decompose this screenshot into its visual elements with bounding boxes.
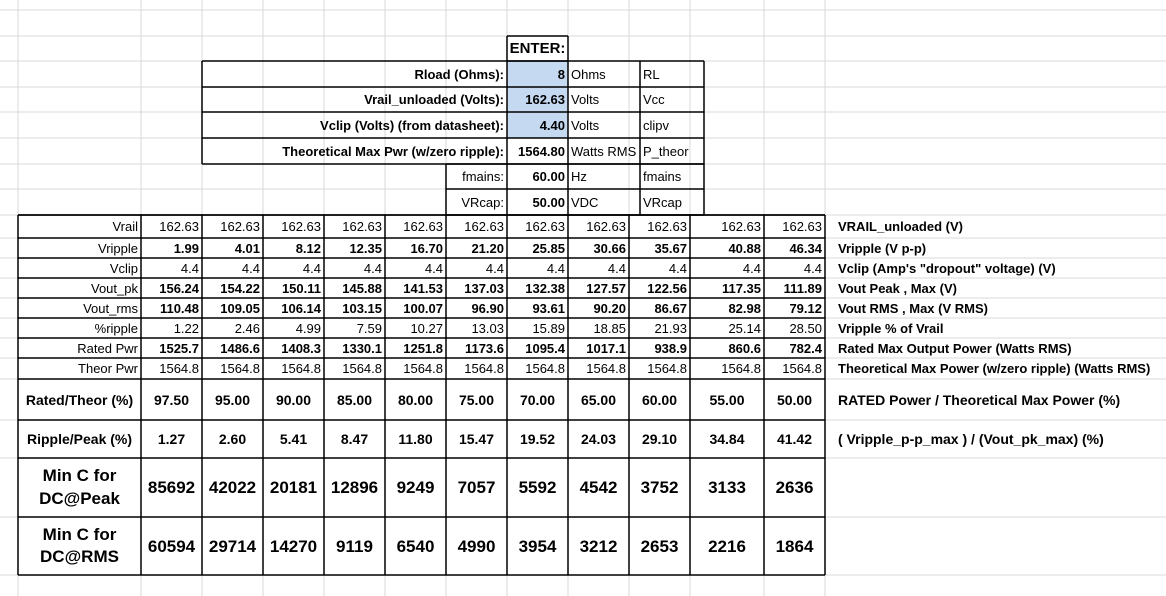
big-row-label[interactable]: Rated/Theor (%) bbox=[25, 391, 134, 408]
data-cell[interactable]: 162.63 bbox=[525, 219, 565, 234]
big-data-cell[interactable]: 11.80 bbox=[398, 431, 433, 447]
data-cell[interactable]: 2.46 bbox=[234, 320, 260, 336]
data-cell[interactable]: 122.56 bbox=[647, 280, 687, 296]
big-data-cell[interactable]: 5.41 bbox=[279, 431, 308, 447]
big-data-cell[interactable]: 97.50 bbox=[153, 391, 190, 408]
data-cell[interactable]: 162.63 bbox=[721, 219, 761, 234]
cap-data-cell[interactable]: 6540 bbox=[396, 536, 435, 556]
data-cell[interactable]: 132.38 bbox=[525, 280, 565, 296]
cap-row-label[interactable]: Min C for DC@Peak bbox=[39, 466, 120, 508]
cap-data-cell[interactable]: 2216 bbox=[708, 536, 746, 556]
data-cell[interactable]: 111.89 bbox=[783, 280, 822, 296]
data-cell[interactable]: 1564.8 bbox=[281, 361, 321, 376]
data-cell[interactable]: 16.70 bbox=[410, 240, 443, 256]
param-unit[interactable]: VDC bbox=[571, 194, 599, 210]
data-cell[interactable]: 46.34 bbox=[789, 240, 822, 256]
data-cell[interactable]: 4.4 bbox=[607, 260, 626, 276]
data-cell[interactable]: 25.14 bbox=[728, 320, 761, 336]
cap-data-cell[interactable]: 2636 bbox=[775, 478, 814, 497]
row-label[interactable]: Rated Pwr bbox=[77, 340, 138, 356]
row-label[interactable]: Vripple bbox=[98, 240, 138, 256]
data-cell[interactable]: 110.48 bbox=[159, 300, 199, 316]
big-data-cell[interactable]: 85.00 bbox=[336, 391, 373, 408]
data-cell[interactable]: 117.35 bbox=[721, 280, 761, 296]
data-cell[interactable]: 4.4 bbox=[424, 260, 443, 276]
input-label[interactable]: Vrail_unloaded (Volts): bbox=[364, 92, 504, 107]
data-cell[interactable]: 4.4 bbox=[302, 260, 321, 276]
big-data-cell[interactable]: 95.00 bbox=[214, 391, 251, 408]
data-cell[interactable]: 162.63 bbox=[464, 219, 504, 234]
cap-data-cell[interactable]: 12896 bbox=[330, 478, 379, 497]
data-cell[interactable]: 1251.8 bbox=[403, 340, 443, 356]
big-data-cell[interactable]: 1.27 bbox=[157, 431, 186, 447]
data-cell[interactable]: 127.57 bbox=[586, 280, 626, 296]
data-cell[interactable]: 35.67 bbox=[654, 240, 687, 256]
data-cell[interactable]: 30.66 bbox=[593, 240, 626, 256]
data-cell[interactable]: 10.27 bbox=[410, 320, 443, 336]
big-data-cell[interactable]: 50.00 bbox=[776, 391, 813, 408]
data-cell[interactable]: 4.4 bbox=[485, 260, 504, 276]
cap-data-cell[interactable]: 4990 bbox=[457, 536, 496, 556]
data-cell[interactable]: 137.03 bbox=[464, 280, 504, 296]
data-cell[interactable]: 4.4 bbox=[546, 260, 565, 276]
input-value[interactable]: 4.40 bbox=[539, 117, 565, 133]
data-cell[interactable]: 1564.8 bbox=[782, 361, 822, 376]
data-cell[interactable]: 90.20 bbox=[593, 300, 626, 316]
data-cell[interactable]: 96.90 bbox=[471, 300, 504, 316]
data-cell[interactable]: 1408.3 bbox=[281, 340, 321, 356]
data-cell[interactable]: 1564.8 bbox=[464, 361, 504, 376]
big-data-cell[interactable]: 80.00 bbox=[397, 391, 434, 408]
data-cell[interactable]: 860.6 bbox=[728, 340, 761, 356]
cap-data-cell[interactable]: 2653 bbox=[640, 536, 679, 556]
data-cell[interactable]: 1.99 bbox=[173, 240, 199, 256]
input-label[interactable]: Rload (Ohms): bbox=[414, 66, 504, 82]
data-cell[interactable]: 156.24 bbox=[159, 280, 199, 296]
data-cell[interactable]: 1525.7 bbox=[159, 340, 199, 356]
param-value[interactable]: 50.00 bbox=[532, 194, 565, 210]
cap-data-cell[interactable]: 3752 bbox=[640, 478, 679, 497]
input-label[interactable]: Theoretical Max Pwr (w/zero ripple): bbox=[282, 143, 504, 159]
data-cell[interactable]: 4.4 bbox=[803, 260, 822, 276]
data-cell[interactable]: 4.4 bbox=[180, 260, 199, 276]
big-row-label[interactable]: Ripple/Peak (%) bbox=[26, 431, 133, 447]
data-cell[interactable]: 1564.8 bbox=[159, 361, 199, 376]
big-data-cell[interactable]: 15.47 bbox=[458, 431, 495, 447]
cap-data-cell[interactable]: 60594 bbox=[147, 536, 196, 556]
data-cell[interactable]: 40.88 bbox=[728, 240, 761, 256]
data-cell[interactable]: 1486.6 bbox=[220, 340, 260, 356]
row-label[interactable]: Vout_rms bbox=[83, 300, 138, 316]
data-cell[interactable]: 1.22 bbox=[173, 320, 199, 336]
data-cell[interactable]: 1330.1 bbox=[342, 340, 382, 356]
data-cell[interactable]: 7.59 bbox=[356, 320, 382, 336]
big-data-cell[interactable]: 29.10 bbox=[641, 431, 678, 447]
data-cell[interactable]: 103.15 bbox=[342, 300, 382, 316]
input-var[interactable]: P_theor bbox=[643, 143, 689, 159]
data-cell[interactable]: 82.98 bbox=[728, 300, 761, 316]
cap-data-cell[interactable]: 1864 bbox=[775, 536, 814, 556]
row-description[interactable]: Vripple % of Vrail bbox=[838, 320, 944, 336]
data-cell[interactable]: 162.63 bbox=[159, 219, 199, 234]
row-label[interactable]: Vrail bbox=[112, 219, 138, 234]
big-data-cell[interactable]: 60.00 bbox=[641, 391, 678, 408]
data-cell[interactable]: 1564.8 bbox=[403, 361, 443, 376]
data-cell[interactable]: 1564.8 bbox=[586, 361, 626, 376]
row-description[interactable]: Vripple (V p-p) bbox=[838, 240, 927, 256]
data-cell[interactable]: 162.63 bbox=[403, 219, 443, 234]
big-data-cell[interactable]: 55.00 bbox=[709, 391, 745, 408]
data-cell[interactable]: 18.85 bbox=[593, 320, 626, 336]
row-description[interactable]: Vout Peak , Max (V) bbox=[838, 280, 957, 296]
data-cell[interactable]: 106.14 bbox=[281, 300, 321, 316]
input-unit[interactable]: Ohms bbox=[571, 66, 606, 82]
cap-data-cell[interactable]: 85692 bbox=[147, 478, 196, 497]
big-row-description[interactable]: ( Vripple_p-p_max ) / (Vout_pk_max) (%) bbox=[838, 431, 1104, 447]
big-data-cell[interactable]: 75.00 bbox=[458, 391, 495, 408]
data-cell[interactable]: 4.99 bbox=[295, 320, 321, 336]
data-cell[interactable]: 938.9 bbox=[654, 340, 687, 356]
data-cell[interactable]: 145.88 bbox=[342, 280, 382, 296]
data-cell[interactable]: 4.4 bbox=[668, 260, 687, 276]
cap-data-cell[interactable]: 29714 bbox=[208, 536, 257, 556]
cap-data-cell[interactable]: 42022 bbox=[208, 478, 257, 497]
big-data-cell[interactable]: 24.03 bbox=[580, 431, 617, 447]
cap-data-cell[interactable]: 3954 bbox=[518, 536, 557, 556]
param-var[interactable]: VRcap bbox=[643, 194, 683, 210]
data-cell[interactable]: 162.63 bbox=[647, 219, 687, 234]
row-description[interactable]: VRAIL_unloaded (V) bbox=[838, 219, 963, 234]
data-cell[interactable]: 15.89 bbox=[532, 320, 565, 336]
data-cell[interactable]: 154.22 bbox=[220, 280, 260, 296]
data-cell[interactable]: 1564.8 bbox=[525, 361, 565, 376]
big-data-cell[interactable]: 65.00 bbox=[580, 391, 617, 408]
cap-data-cell[interactable]: 3133 bbox=[708, 478, 746, 497]
big-data-cell[interactable]: 8.47 bbox=[340, 431, 369, 447]
data-cell[interactable]: 1564.8 bbox=[721, 361, 761, 376]
cap-data-cell[interactable]: 7057 bbox=[457, 478, 496, 497]
data-cell[interactable]: 1095.4 bbox=[525, 340, 565, 356]
input-value[interactable]: 162.63 bbox=[525, 92, 565, 107]
param-label[interactable]: fmains: bbox=[462, 169, 504, 184]
input-var[interactable]: Vcc bbox=[643, 92, 665, 107]
row-description[interactable]: Vout RMS , Max (V RMS) bbox=[838, 300, 988, 316]
row-description[interactable]: Theoretical Max Power (w/zero ripple) (Watts RMS) bbox=[838, 361, 1151, 376]
data-cell[interactable]: 162.63 bbox=[782, 219, 822, 234]
data-cell[interactable]: 1564.8 bbox=[220, 361, 260, 376]
data-cell[interactable]: 162.63 bbox=[220, 219, 260, 234]
param-label[interactable]: VRcap: bbox=[461, 194, 504, 210]
big-data-cell[interactable]: 41.42 bbox=[776, 431, 813, 447]
input-unit[interactable]: Volts bbox=[571, 117, 600, 133]
input-unit[interactable]: Volts bbox=[571, 92, 600, 107]
row-label[interactable]: %ripple bbox=[94, 320, 138, 336]
data-cell[interactable]: 4.4 bbox=[241, 260, 260, 276]
data-cell[interactable]: 93.61 bbox=[532, 300, 565, 316]
data-cell[interactable]: 150.11 bbox=[281, 280, 321, 296]
data-cell[interactable]: 1564.8 bbox=[647, 361, 687, 376]
param-var[interactable]: fmains bbox=[643, 169, 682, 184]
row-label[interactable]: Theor Pwr bbox=[78, 361, 138, 376]
data-cell[interactable]: 782.4 bbox=[789, 340, 822, 356]
data-cell[interactable]: 109.05 bbox=[220, 300, 260, 316]
input-value[interactable]: 1564.80 bbox=[518, 143, 565, 159]
param-value[interactable]: 60.00 bbox=[532, 169, 565, 184]
data-cell[interactable]: 8.12 bbox=[295, 240, 321, 256]
big-row-description[interactable]: RATED Power / Theoretical Max Power (%) bbox=[838, 391, 1121, 408]
input-label[interactable]: Vclip (Volts) (from datasheet): bbox=[320, 117, 504, 133]
row-label[interactable]: Vout_pk bbox=[91, 280, 138, 296]
data-cell[interactable]: 12.35 bbox=[349, 240, 382, 256]
cap-data-cell[interactable]: 4542 bbox=[579, 478, 618, 497]
data-cell[interactable]: 4.4 bbox=[363, 260, 382, 276]
input-var[interactable]: RL bbox=[643, 66, 660, 82]
cap-data-cell[interactable]: 9119 bbox=[336, 536, 373, 556]
input-unit[interactable]: Watts RMS bbox=[571, 143, 637, 159]
data-cell[interactable]: 1173.6 bbox=[464, 340, 504, 356]
param-unit[interactable]: Hz bbox=[571, 169, 587, 184]
data-cell[interactable]: 21.93 bbox=[654, 320, 687, 336]
row-description[interactable]: Vclip (Amp's "dropout" voltage) (V) bbox=[838, 260, 1056, 276]
cap-data-cell[interactable]: 5592 bbox=[518, 478, 557, 497]
row-label[interactable]: Vclip bbox=[109, 260, 138, 276]
row-description[interactable]: Rated Max Output Power (Watts RMS) bbox=[838, 340, 1072, 356]
cap-row-label[interactable]: Min C for DC@RMS bbox=[40, 524, 119, 566]
data-cell[interactable]: 21.20 bbox=[471, 240, 504, 256]
data-cell[interactable]: 1564.8 bbox=[342, 361, 382, 376]
input-value[interactable]: 8 bbox=[557, 66, 565, 82]
enter-label[interactable]: ENTER: bbox=[509, 40, 566, 57]
data-cell[interactable]: 4.4 bbox=[742, 260, 761, 276]
data-cell[interactable]: 162.63 bbox=[586, 219, 626, 234]
big-data-cell[interactable]: 70.00 bbox=[519, 391, 556, 408]
data-cell[interactable]: 4.01 bbox=[234, 240, 260, 256]
big-data-cell[interactable]: 19.52 bbox=[519, 431, 556, 447]
cap-data-cell[interactable]: 14270 bbox=[269, 536, 318, 556]
big-data-cell[interactable]: 90.00 bbox=[275, 391, 312, 408]
data-cell[interactable]: 162.63 bbox=[342, 219, 382, 234]
cap-data-cell[interactable]: 20181 bbox=[269, 478, 318, 497]
cap-data-cell[interactable]: 9249 bbox=[396, 478, 435, 497]
input-var[interactable]: clipv bbox=[643, 117, 670, 133]
data-cell[interactable]: 100.07 bbox=[403, 300, 443, 316]
data-cell[interactable]: 86.67 bbox=[654, 300, 687, 316]
data-cell[interactable]: 1017.1 bbox=[586, 340, 626, 356]
data-cell[interactable]: 28.50 bbox=[789, 320, 822, 336]
data-cell[interactable]: 79.12 bbox=[789, 300, 822, 316]
data-cell[interactable]: 13.03 bbox=[471, 320, 504, 336]
cap-data-cell[interactable]: 3212 bbox=[579, 536, 618, 556]
data-cell[interactable]: 141.53 bbox=[403, 280, 443, 296]
big-data-cell[interactable]: 2.60 bbox=[218, 431, 247, 447]
data-cell[interactable]: 162.63 bbox=[281, 219, 321, 234]
data-cell[interactable]: 25.85 bbox=[532, 240, 565, 256]
big-data-cell[interactable]: 34.84 bbox=[709, 431, 745, 447]
